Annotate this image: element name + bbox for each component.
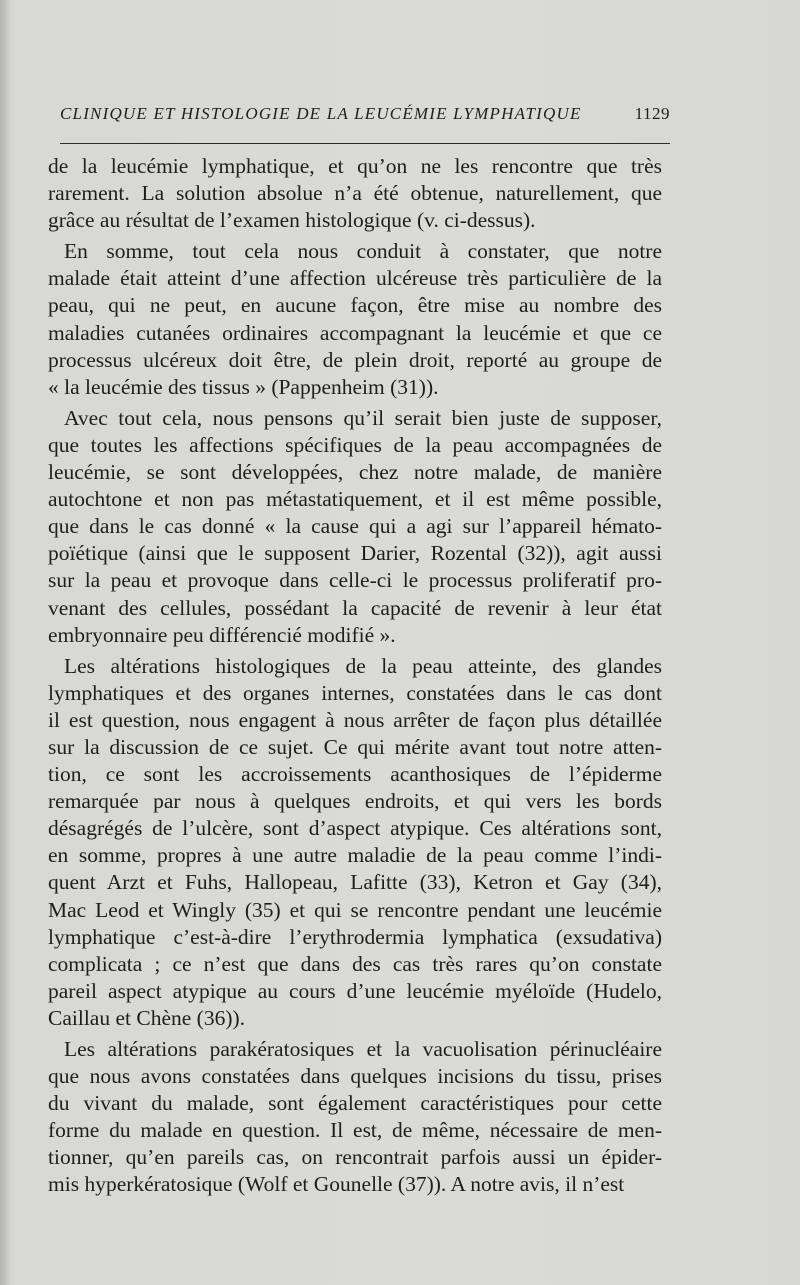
text-line: quent Arzt et Fuhs, Hallopeau, Lafitte (33), Ketron et Gay (34), <box>48 870 662 895</box>
text-line: poïétique (ainsi que le supposent Darier, Rozental (32)), agit aussi <box>48 541 662 566</box>
text-line: que toutes les affections spécifiques de la peau accompagnées de <box>48 432 662 457</box>
text-line: maladies cutanées ordinaires accompagnant la leucémie et que ce <box>48 320 662 345</box>
text-line: tion, ce sont les accroissements acanthosiques de l’épiderme <box>48 762 662 787</box>
text-line: embryonnaire peu différencié modifié ». <box>48 622 396 647</box>
text-line: mis hyperkératosique (Wolf et Gounelle (37)). A notre avis, il n’est <box>48 1172 625 1197</box>
text-line: autochtone et non pas métastatiquement, et il est même possible, <box>48 487 662 512</box>
text-line: venant des cellules, possédant la capacité de revenir à leur état <box>48 595 662 620</box>
binding-gutter-shadow <box>0 0 10 1285</box>
text-line: en somme, propres à une autre maladie de la peau comme l’indi- <box>48 843 662 868</box>
text-line: malade était atteint d’une affection ulcéreuse très particulière de la <box>48 266 662 291</box>
text-line: sur la peau et provoque dans celle-ci le processus proliferatif pro- <box>48 568 662 593</box>
text-line: que dans le cas donné « la cause qui a agi sur l’appareil hémato- <box>48 514 662 539</box>
text-line: sur la discussion de ce sujet. Ce qui mérite avant tout notre atten- <box>48 734 662 759</box>
text-line: Avec tout cela, nous pensons qu’il serait bien juste de supposer, <box>64 405 662 430</box>
text-line: rarement. La solution absolue n’a été obtenue, naturellement, que <box>48 181 662 206</box>
text-line: désagrégés de l’ulcère, sont d’aspect atypique. Ces altérations sont, <box>48 816 662 841</box>
text-line: lymphatique c’est-à-dire l’erythrodermia lymphatica (exsudativa) <box>48 924 662 949</box>
text-line: peau, qui ne peut, en aucune façon, être mise au nombre des <box>48 293 662 318</box>
text-line: Mac Leod et Wingly (35) et qui se rencontre pendant une leucémie <box>48 897 662 922</box>
paragraph <box>48 153 662 234</box>
text-line: Caillau et Chène (36)). <box>48 1005 246 1030</box>
paragraph <box>48 238 662 401</box>
text-line: « la leucémie des tissus » (Pappenheim (31)). <box>48 374 439 399</box>
text-line: Les altérations parakératosiques et la vacuolisation périnucléaire <box>64 1037 662 1061</box>
text-line: leucémie, se sont développées, chez notre malade, de manière <box>48 460 662 485</box>
text-line: processus ulcéreux doit être, de plein droit, reporté au groupe de <box>48 347 662 372</box>
text-line: Les altérations histologiques de la peau atteinte, des glandes <box>64 653 662 678</box>
text-line: de la leucémie lymphatique, et qu’on ne les rencontre que très <box>48 154 662 178</box>
text-line: du vivant du malade, sont également caractéristiques pour cette <box>48 1091 662 1116</box>
text-line: que nous avons constatées dans quelques incisions du tissu, prises <box>48 1064 662 1089</box>
running-header <box>60 104 670 134</box>
paragraph <box>48 405 662 649</box>
text-line: forme du malade en question. Il est, de même, nécessaire de men- <box>48 1118 662 1143</box>
text-line: remarquée par nous à quelques endroits, et qui vers les bords <box>48 789 662 814</box>
text-line: lymphatiques et des organes internes, constatées dans le cas dont <box>48 680 662 705</box>
body-text <box>48 153 662 1199</box>
header-rule <box>60 143 670 144</box>
text-line: tionner, qu’en pareils cas, on rencontrait parfois aussi un épider- <box>48 1145 662 1170</box>
paragraph <box>48 1036 662 1199</box>
page-number: 1129 <box>634 104 670 123</box>
paragraph <box>48 653 662 1032</box>
text-line: En somme, tout cela nous conduit à constater, que notre <box>64 239 662 264</box>
text-line: il est question, nous engagent à nous arrêter de façon plus détaillée <box>48 707 662 732</box>
text-line: pareil aspect atypique au cours d’une leucémie myéloïde (Hudelo, <box>48 978 662 1003</box>
text-line: grâce au résultat de l’examen histologique (v. ci-dessus). <box>48 208 536 233</box>
running-title: CLINIQUE ET HISTOLOGIE DE LA LEUCÉMIE LYMPHATIQUE <box>60 104 582 123</box>
text-line: complicata ; ce n’est que dans des cas très rares qu’on constate <box>48 951 662 976</box>
